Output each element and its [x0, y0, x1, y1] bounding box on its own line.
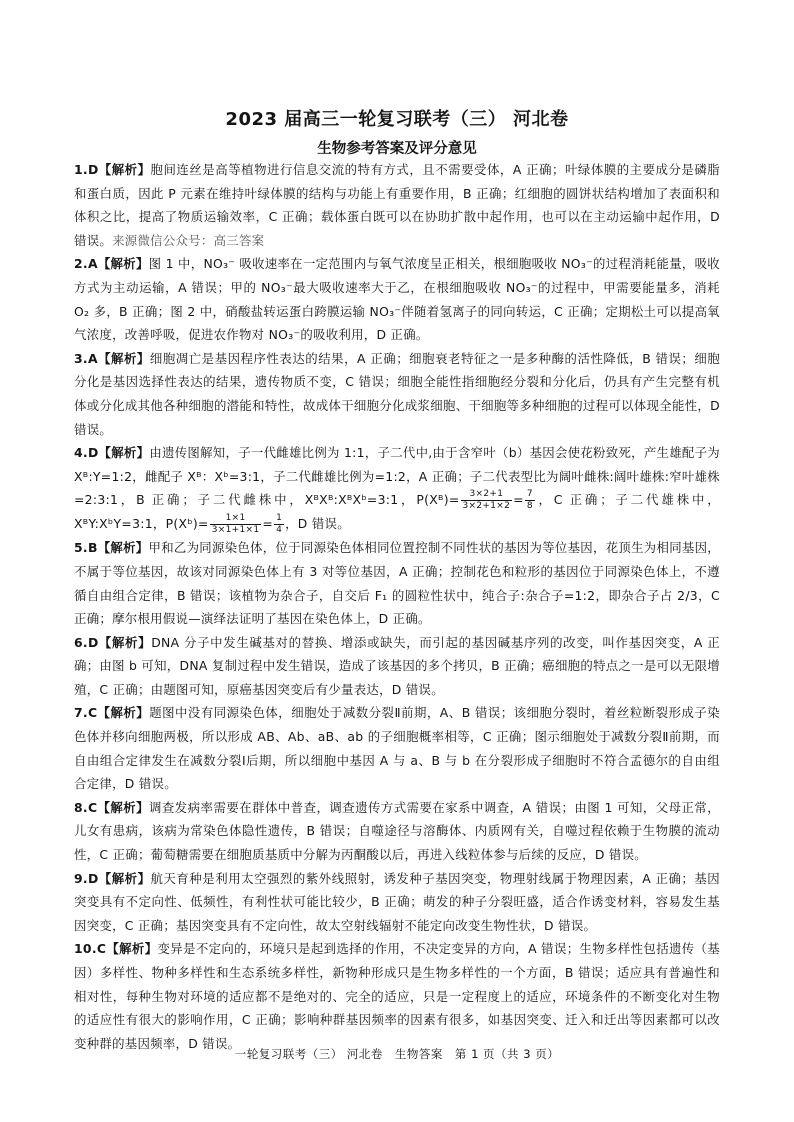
answer-item-6 — [74, 631, 720, 702]
item-text: 甲和乙为同源染色体，位于同源染色体相同位置控制不同性状的基因为等位基因，花顶生为相同基因，不属于等位基因，故该对同源染色体上有 3 对等位基因，A 正确；控制花色和粒形的基因位于同源染色体上，不遵循自由组合定律，B 错误；该植物为杂合子，自交后 F₁ 的圆粒性状中，纯合子:杂合子=1:2，即杂合子占 2/3，C 正确；摩尔根用假说—演绎法证明了基因在染色体上，D 正确。 — [74, 540, 720, 627]
item-tag: 【解析】 — [98, 445, 150, 461]
item-answer: C — [87, 705, 98, 721]
item-tag: 【解析】 — [97, 350, 150, 366]
item-answer: A — [87, 350, 98, 366]
item-tag: 【解析】 — [98, 162, 151, 177]
answer-item-10 — [74, 937, 720, 1055]
item-text: = — [513, 492, 524, 508]
item-number: 6. — [74, 634, 88, 650]
item-text: ，C 正确；子二代雄株中，XᴮY:XᵇY=3:1，P(Xᵇ)= — [74, 492, 720, 532]
source-note: 来源微信公众号：高三答案 — [112, 232, 265, 248]
answer-item-4 — [74, 441, 720, 536]
item-tag: 【解析】 — [106, 941, 158, 957]
fraction — [461, 489, 513, 512]
fraction-denominator: 3×2+1×2 — [462, 501, 511, 512]
item-number: 9. — [74, 870, 88, 886]
fraction-denominator: 8 — [526, 501, 533, 512]
item-text: 由遗传图解知，子一代雌雄比例为 1:1，子二代中,由于含窄叶（b）基因会使花粉致死，产生雄配子为 Xᴮ:Y=1:2，雌配子 Xᴮ：Xᵇ=3:1，子二代雌雄比例为=1:2，A 正确；子二代表型比为阔叶雌株:阔叶雄株:窄叶雄株=2:3:1，B 正确；子二代雌株中，XᴮXᴮ:XᴮXᵇ=3:1，P(Xᴮ)= — [74, 445, 720, 508]
item-text: 图 1 中，NO₃⁻ 吸收速率在一定范围内与氧气浓度呈正相关，根细胞吸收 NO₃⁻的过程消耗能量，吸收方式为主动运输，A 错误；甲的 NO₃⁻最大吸收速率大于乙，在根细胞吸收 NO₃⁻的过程中，甲需要能量多，消耗 O₂ 多，B 正确；图 2 中，硝酸盐转运蛋白跨膜运输 NO₃⁻伴随着氢离子的同向转运，C 正确；定期松土可以提高氧气浓度，改善呼吸，促进农作物对 NO₃⁻的吸收利用，D 正确。 — [74, 256, 720, 343]
answer-item-9 — [74, 867, 720, 938]
fraction-numerator: 1 — [276, 513, 283, 524]
fraction-denominator: 4 — [276, 525, 283, 536]
fraction-numerator: 7 — [526, 489, 533, 500]
item-text: 胞间连丝是高等植物进行信息交流的特有方式，且不需要受体，A 正确；叶绿体膜的主要成分是磷脂和蛋白质，因此 P 元素在维持叶绿体膜的结构与功能上有重要作用，B 正确；红细胞的圆饼状结构增加了表面积和体积之比，提高了物质运输效率，C 正确；载体蛋白既可以在协助扩散中起作用，也可以在主动运输中起作用，D 错误。 — [74, 162, 720, 248]
item-tag: 【解析】 — [97, 799, 150, 815]
answer-item-2 — [74, 252, 720, 346]
item-text: 变异是不定向的，环境只是起到选择的作用，不决定变异的方向，A 错误；生物多样性包括遗传（基因）多样性、物种多样性和生态系统多样性，新物种形成只是生物多样性的一个方面，B 错误；适应具有普遍性和相对性，每种生物对环境的适应都不是绝对的、完全的适应，只是一定程度上的适应，环境条件的不断变化对生物的适应性有很大的影响作用，C 正确；影响种群基因频率的因素有很多，如基因突变、迁入和迁出等因素都可以改变种群的基因频率，D 错误。 — [74, 941, 721, 1051]
fraction — [210, 513, 262, 536]
fraction — [525, 489, 535, 512]
fraction-denominator: 3×1+1×1 — [211, 525, 260, 536]
document-title: 2023 届高三一轮复习联考（三） 河北卷 — [225, 109, 569, 130]
page-footer: 一轮复习联考（三） 河北卷 生物答案 第 1 页（共 3 页） — [234, 1047, 560, 1061]
item-answer: B — [87, 540, 98, 556]
item-tag: 【解析】 — [98, 870, 151, 886]
item-number: 3. — [74, 350, 88, 366]
item-text: 细胞凋亡是基因程序性表达的结果，A 正确；细胞衰老特征之一是多种酶的活性降低，B 错误；细胞分化是基因选择性表达的结果，遗传物质不变，C 错误；细胞全能性指细胞经分裂和分化后，仍具有产生完整有机体或分化成其他各种细胞的潜能和特性，故成体干细胞分化成浆细胞、干细胞等多种细胞的过程可以体现全能性，D 错误。 — [74, 350, 721, 437]
item-tag: 【解析】 — [97, 540, 149, 556]
document-subtitle: 生物参考答案及评分意见 — [317, 141, 477, 157]
item-number: 8. — [74, 799, 88, 815]
item-text: 调查发病率需要在群体中普查，调查遗传方式需要在家系中调查，A 错误；由图 1 可知，父母正常，儿女有患病，该病为常染色体隐性遗传，B 错误；自噬途径与溶酶体、内质网有关，自噬过程依赖于生物膜的流动性，C 正确；葡萄糖需要在细胞质基质中分解为丙酮酸以后，再进入线粒体参与后续的反应，D 错误。 — [74, 799, 720, 863]
item-answer: A — [87, 256, 98, 272]
item-answer: D — [87, 445, 99, 461]
item-number: 7. — [74, 705, 88, 721]
fraction-numerator: 1×1 — [210, 513, 262, 525]
item-number: 1. — [74, 162, 88, 177]
item-tag: 【解析】 — [98, 634, 152, 650]
item-answer: C — [87, 799, 98, 815]
item-number: 4. — [74, 445, 88, 461]
answer-item-8 — [74, 796, 720, 867]
fraction-numerator: 3×2+1 — [461, 489, 513, 501]
item-text: = — [262, 516, 274, 532]
fraction — [274, 513, 284, 536]
answer-item-7 — [74, 701, 720, 795]
answer-item-5 — [74, 536, 720, 630]
item-answer: D — [87, 634, 99, 650]
item-tag: 【解析】 — [97, 705, 150, 721]
answer-item-1 — [74, 158, 720, 252]
item-tag: 【解析】 — [97, 256, 149, 272]
item-text: ，D 错误。 — [285, 516, 350, 532]
item-answer: D — [87, 870, 99, 886]
item-answer: C — [96, 941, 107, 957]
item-text: 题图中没有同源染色体，细胞处于减数分裂Ⅱ前期，A、B 错误；该细胞分裂时，着丝粒断裂形成子染色体并移向细胞两极，所以形成 AB、Ab、aB、ab 的子细胞概率相等，C 正确；图示细胞处于减数分裂Ⅱ前期，而自由组合定律发生在减数分裂Ⅰ后期，所以细胞中基因 A 与 a、B 与 b 在分裂形成子细胞时不符合孟德尔的自由组合定律，D 错误。 — [74, 705, 720, 792]
item-text: DNA 分子中发生碱基对的替换、增添或缺失，而引起的基因碱基序列的改变，叫作基因突变，A 正确；由图 b 可知，DNA 复制过程中发生错误，造成了该基因的多个拷贝，B 正确；癌细胞的特点之一是可以无限增殖，C 正确；由题图可知，原癌基因突变后有少量表达，D 错误。 — [74, 634, 720, 697]
item-number: 2. — [74, 256, 88, 272]
item-number: 10. — [74, 941, 97, 957]
answer-body — [74, 158, 720, 1055]
item-number: 5. — [74, 540, 88, 556]
answer-item-3 — [74, 347, 720, 441]
item-answer: D — [87, 162, 99, 177]
item-text: 航天育种是利用太空强烈的紫外线照射，诱发种子基因突变，物理射线属于物理因素，A 正确；基因突变具有不定向性、低频性，有利性状可能比较少，B 正确；萌发的种子分裂旺盛，适合作诱变材料，容易发生基因突变，C 正确；基因突变具有不定向性，故太空射线辐射不能定向改变生物性状，D 错误。 — [74, 870, 720, 933]
